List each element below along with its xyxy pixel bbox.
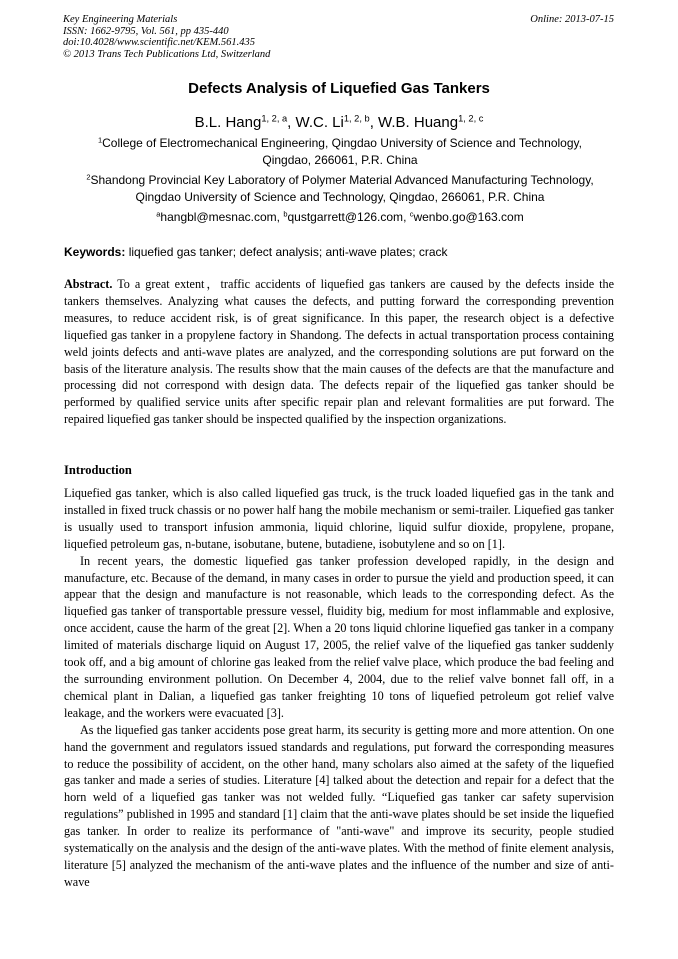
email-mark: b (283, 209, 288, 219)
email-address[interactable]: qustgarrett@126.com (287, 210, 404, 224)
email-list: $^a$hangbl@mesnac.com, $^b$qustgarrett@126.com, $^c$wenbo.go@163.com (156, 209, 524, 224)
abstract-text: To a great extent，traffic accidents of liquefied gas tankers are caused by the defects inside the tankers themselves. Analyzing what causes the defects, and putting forward the corresponding prevention measures, to reduce accident risk, is of great significance. In this paper, the research object is a defective liquefied gas tanker in a propylene factory in Shandong. The defects in actual transportation process containing weld joints defects and anti-wave plates are analyzed, and the corresponding solutions are put forward on the basis of the literature analysis. The results show that the main causes of the defects are that the manufacture and processing did not correspond with design data. The defects repair of the liquefied gas tanker should be performed by qualified service units after specific repair plan and relevant formalities are put forward. The repaired liquefied gas tanker should be inspected qualified by the inspection organizations. (64, 277, 615, 427)
paragraph: In recent years, the domestic liquefied gas tanker profession developed rapidly, in the design and manufacture, etc. Because of the demand, in many cases in order to pursue the yield and production speed, it can appear that the design and manufacture is not reasonable, which leads to the corresponding defect. As the liquefied gas tanker of transportable pressure vessel, fluidity big, medium for most inflammable and explosive, once accident, cause the harm of the great [2]. When a 20 tons liquid chlorine liquefied gas tanker in a company limited of materials discharge liquid on August 17, 2005, the relief valve of the liquefied gas tanker suddenly took off, and a big amount of chlorine gas leaked from the relief valve place, which produce the bad feeling and the surrounding environment pollution. On December 4, 2004, due to the relief valve bonnet fall off, in a chemical plant in Dalian, a liquefied gas tanker freighting 10 tons of liquefied petroleum got relief valve leakage, and the workers were evacuated [3]. (64, 553, 614, 720)
issn-line: ISSN: 1662-9795, Vol. 561, pp 435-440 (63, 25, 229, 37)
online-date: Online: 2013-07-15 (530, 14, 614, 25)
author-name: W.C. Li (295, 114, 344, 131)
affiliation-1 (60, 135, 620, 169)
author-name: B.L. Hang (194, 114, 262, 131)
author-affiliation-mark: 1, 2, c (458, 113, 484, 124)
keywords-text: liquefied gas tanker; defect analysis; anti-wave plates; crack (128, 245, 448, 259)
affiliation-line: College of Electromechanical Engineering, Qingdao University of Science and Technology, (102, 136, 582, 150)
author-affiliation-mark: 1, 2, b (343, 113, 370, 124)
copyright-line: © 2013 Trans Tech Publications Ltd, Switzerland (63, 48, 271, 60)
email-address[interactable]: hangbl@mesnac.com (160, 210, 277, 224)
abstract (64, 276, 614, 428)
author-affiliation-mark: 1, 2, a (261, 113, 288, 124)
affiliation-line: Qingdao University of Science and Technology, Qingdao, 266061, P.R. China (135, 190, 545, 204)
paragraph: Liquefied gas tanker, which is also called liquefied gas truck, is the truck loaded liquefied gas in the tank and installed in fixed truck chassis or no power half hang the mobile mechanism or semi-trailer. Liquefied gas tanker is usually used to transport infusion ammonia, liquid chlorine, liquid sulfur dioxide, propylene, propane, liquefied petroleum gas, n-butane, isobutane, butene, butadiene, isobutylene and so on [1]. (64, 486, 614, 551)
keywords-label: Keywords: (64, 245, 126, 259)
author-list (0, 114, 678, 131)
email-mark: a (156, 209, 161, 219)
email-address[interactable]: wenbo.go@163.com (413, 210, 524, 224)
introduction-heading: Introduction (64, 463, 132, 477)
affiliation-line: Shandong Provincial Key Laboratory of Polymer Material Advanced Manufacturing Technology, (90, 173, 594, 187)
affiliation-mark: 2 (86, 172, 91, 182)
journal-header (63, 14, 270, 60)
affiliation-mark: 1 (98, 135, 103, 145)
affiliation-line: Qingdao, 266061, P.R. China (262, 153, 418, 167)
paper-title: Defects Analysis of Liquefied Gas Tankers (188, 80, 490, 97)
journal-name: Key Engineering Materials (63, 14, 178, 25)
affiliation-2 (60, 172, 620, 206)
keywords (64, 244, 624, 260)
abstract-label: Abstract. (64, 277, 113, 291)
author-separator: , (369, 114, 379, 131)
introduction-body (64, 485, 614, 891)
author-separator: , (287, 114, 296, 131)
author-name: W.B. Huang (378, 114, 459, 131)
email-mark: c (409, 209, 414, 219)
doi-line: doi:10.4028/www.scientific.net/KEM.561.435 (63, 37, 255, 48)
paragraph: As the liquefied gas tanker accidents pose great harm, its security is getting more and more attention. On one hand the government and regulators issued standards and regulations, put forward the corresponding measures to reduce the possibility of accident, on the other hand, many scholars also aimed at the safety of the liquefied gas tanker and made a series of studies. Literature [4] talked about the detection and repair for a defect that the horn weld of a liquefied gas tanker was not welded fully. “Liquefied gas tanker car safety supervision regulations” published in 1995 and standard [1] claim that the anti-wave plates should be set inside the liquefied gas tanker. In order to realize its performance of "anti-wave" and improve its security, people studied systematically on the analysis and the design of the anti-wave plates. With the method of finite element analysis, literature [5] analyzed the mechanism of the anti-wave plates and the influence of the number and size of anti-wave (64, 722, 614, 889)
